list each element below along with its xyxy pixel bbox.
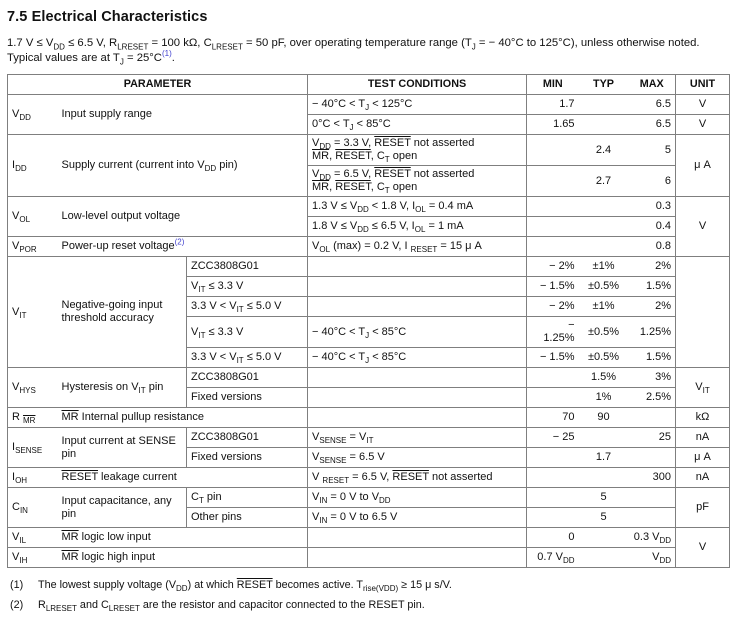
cell-sub: 3.3 $V < V_{IT} \le 5.0$ V	[187, 348, 308, 368]
cell-max	[629, 508, 676, 528]
cell-sub: 3.3 $V < V_{IT} \le 5.0$ V	[187, 297, 308, 317]
cell-cond: $V_{IN} = 0$ V to $V_{DD}$	[308, 488, 527, 508]
cell-typ	[579, 95, 629, 115]
cell-cond: $V_{DD} = 6.5$ V, RESET not asserted $\overline{MR}$, RESET, $C_T$ open	[308, 166, 527, 197]
cell-unit: V	[676, 528, 730, 568]
cell-cond	[308, 528, 527, 548]
cell-max	[629, 448, 676, 468]
cell-cond: $V_{DD} = 3.3$ V, RESET not asserted $\overline{MR}$, RESET, $C_T$ open	[308, 135, 527, 166]
cell-min	[527, 368, 579, 388]
electrical-characteristics-table	[7, 74, 730, 568]
table-row	[8, 95, 730, 115]
cell-unit: pF	[676, 488, 730, 528]
cell-max: 0.4	[629, 217, 676, 237]
cell-min	[527, 166, 579, 197]
cell-cond	[308, 548, 527, 568]
cell-typ	[579, 548, 629, 568]
cell-max: 25	[629, 428, 676, 448]
cell-desc: Low-level output voltage	[58, 197, 308, 237]
cell-min	[527, 488, 579, 508]
table-row	[8, 237, 730, 257]
cell-cond	[308, 388, 527, 408]
cell-max: 1.25%	[629, 317, 676, 348]
cell-min: 0	[527, 528, 579, 548]
cell-typ	[579, 237, 629, 257]
cell-unit: V	[676, 197, 730, 257]
cell-typ	[579, 115, 629, 135]
cell-cond: − $40^\circ C < T_J < 85^\circ C$	[308, 348, 527, 368]
cell-max: 2%	[629, 257, 676, 277]
cell-cond: 1.8 $V \le V_{DD} \le 6.5$ V, $I_{OL} = 1$ mA	[308, 217, 527, 237]
cell-unit: V	[676, 115, 730, 135]
cell-typ: ±1%	[579, 257, 629, 277]
cell-max: 0.3	[629, 197, 676, 217]
cell-unit: $V_{IT}$	[676, 368, 730, 408]
cell-max: 6	[629, 166, 676, 197]
cell-unit: μ A	[676, 135, 730, 197]
cell-min	[527, 448, 579, 468]
cell-max: 2.5%	[629, 388, 676, 408]
cell-min	[527, 135, 579, 166]
table-row	[8, 257, 730, 277]
header-row	[8, 75, 730, 95]
cell-min	[527, 237, 579, 257]
cell-max: 3%	[629, 368, 676, 388]
cell-unit: nA	[676, 468, 730, 488]
cell-cond	[308, 408, 527, 428]
table-row	[8, 135, 730, 166]
cell-typ	[579, 217, 629, 237]
cell-max: 2%	[629, 297, 676, 317]
cell-typ: 1%	[579, 388, 629, 408]
cell-sym: $I_{SENSE}$	[8, 428, 58, 468]
cell-min: − 1.5%	[527, 348, 579, 368]
cell-unit: μ A	[676, 448, 730, 468]
cell-typ: ±0.5%	[579, 348, 629, 368]
cell-min: − 1.25%	[527, 317, 579, 348]
cell-unit: nA	[676, 428, 730, 448]
table-row	[8, 548, 730, 568]
cell-sub: $C_T$ pin	[187, 488, 308, 508]
cell-min: 1.65	[527, 115, 579, 135]
cell-min	[527, 197, 579, 217]
cell-max: 6.5	[629, 115, 676, 135]
cell-sym: $V_{DD}$	[8, 95, 58, 135]
cell-cond: 1.3 $V \le V_{DD} < 1.8$ V, $I_{OL} = 0.4$ mA	[308, 197, 527, 217]
cell-typ	[579, 468, 629, 488]
cell-desc: RESET leakage current	[58, 468, 308, 488]
cell-sym: R $_{\overline{MR}}$	[8, 408, 58, 428]
cell-max: 1.5%	[629, 348, 676, 368]
table-header	[8, 75, 730, 95]
cell-typ: 90	[579, 408, 629, 428]
cell-max	[629, 408, 676, 428]
column-header-typ: TYP	[579, 75, 629, 95]
cell-sub: $V_{IT} \le 3.3$ V	[187, 317, 308, 348]
cell-min: 70	[527, 408, 579, 428]
cell-sym: $V_{IT}$	[8, 257, 58, 368]
column-header-unit: UNIT	[676, 75, 730, 95]
cell-desc: $\overline{MR}$ Internal pullup resistance	[58, 408, 308, 428]
footnote	[7, 579, 729, 592]
cell-sym: $I_{DD}$	[8, 135, 58, 197]
cell-sym: $V_{IH}$	[8, 548, 58, 568]
cell-min: 1.7	[527, 95, 579, 115]
cell-unit: V	[676, 95, 730, 115]
cell-min: 0.7 $V_{DD}$	[527, 548, 579, 568]
cell-sub: ZCC3808G01	[187, 257, 308, 277]
cell-desc: Input capacitance, any pin	[58, 488, 187, 528]
cell-unit: kΩ	[676, 408, 730, 428]
cell-desc: Hysteresis on $V_{IT}$ pin	[58, 368, 187, 408]
footnote	[7, 599, 729, 612]
footnote-text: $R_{LRESET}$ and $C_{LRESET}$ are the resistor and capacitor connected to the RESET pin.	[38, 599, 425, 614]
column-header-cond: TEST CONDITIONS	[308, 75, 527, 95]
cell-typ: 2.4	[579, 135, 629, 166]
cell-typ: 1.5%	[579, 368, 629, 388]
cell-cond: $V_{IN} = 0$ V to 6.5 V	[308, 508, 527, 528]
cell-sub: Fixed versions	[187, 388, 308, 408]
cell-sym: $V_{POR}$	[8, 237, 58, 257]
cell-typ: 5	[579, 508, 629, 528]
cell-desc: $\overline{MR}$ logic high input	[58, 548, 308, 568]
cell-sub: Fixed versions	[187, 448, 308, 468]
column-header-max: MAX	[629, 75, 676, 95]
cell-cond	[308, 297, 527, 317]
cell-max: 1.5%	[629, 277, 676, 297]
cell-cond: $V_{SENSE} = 6.5$ V	[308, 448, 527, 468]
cell-cond: V $_{RESET}$ = 6.5 V, RESET not asserted	[308, 468, 527, 488]
footnote-marker: (2)	[10, 599, 24, 611]
cell-desc: Negative-going input threshold accuracy	[58, 257, 187, 368]
footnote-marker: (1)	[10, 579, 24, 591]
intro-text: 1.7 $V \le V_{DD} \le 6.5$ V, $R_{LRESET} = 100$ kΩ, $C_{LRESET} = 50$ pF, over operating temperature range ($T_J$ = − 40°C to 125°C), unless otherwise noted. Typical values are at $T_J = 25^\circ C^{(1)}$.	[7, 37, 700, 66]
cell-max: 6.5	[629, 95, 676, 115]
column-header-param: PARAMETER	[8, 75, 308, 95]
section-title: 7.5 Electrical Characteristics	[7, 9, 208, 25]
cell-max: 300	[629, 468, 676, 488]
cell-desc: $\overline{MR}$ logic low input	[58, 528, 308, 548]
cell-sub: ZCC3808G01	[187, 368, 308, 388]
table-row	[8, 408, 730, 428]
table-body	[8, 95, 730, 568]
cell-cond: $0^\circ C < T_J < 85^\circ C$	[308, 115, 527, 135]
cell-sub: ZCC3808G01	[187, 428, 308, 448]
cell-typ	[579, 428, 629, 448]
cell-max	[629, 488, 676, 508]
cell-unit	[676, 257, 730, 368]
table-row	[8, 468, 730, 488]
cell-min: − 2%	[527, 257, 579, 277]
footnote-text: The lowest supply voltage $(V_{DD})$ at which RESET becomes active. $T_{rise(VDD)} \ge 15$ μ s/V.	[38, 579, 452, 594]
cell-sym: $V_{OL}$	[8, 197, 58, 237]
cell-sym: $I_{OH}$	[8, 468, 58, 488]
cell-min	[527, 388, 579, 408]
cell-max: $V_{DD}$	[629, 548, 676, 568]
table-row	[8, 488, 730, 508]
column-header-min: MIN	[527, 75, 579, 95]
footnotes	[7, 579, 729, 612]
cell-cond	[308, 368, 527, 388]
cell-max: 0.8	[629, 237, 676, 257]
cell-desc: Supply current (current into $V_{DD}$ pin)	[58, 135, 308, 197]
table-row	[8, 528, 730, 548]
cell-sub: Other pins	[187, 508, 308, 528]
cell-typ: ±0.5%	[579, 277, 629, 297]
table-row	[8, 428, 730, 448]
table-row	[8, 368, 730, 388]
cell-typ: 1.7	[579, 448, 629, 468]
cell-cond: $V_{SENSE} = V_{IT}$	[308, 428, 527, 448]
cell-max: 0.3 $V_{DD}$	[629, 528, 676, 548]
cell-typ: ±0.5%	[579, 317, 629, 348]
cell-cond	[308, 257, 527, 277]
cell-typ: 5	[579, 488, 629, 508]
cell-cond: $V_{OL}$ (max) = 0.2 V, I $_{RESET}$ = 15 μ A	[308, 237, 527, 257]
cell-sym: $C_{IN}$	[8, 488, 58, 528]
cell-max: 5	[629, 135, 676, 166]
cell-desc: Power-up reset voltage$^{(2)}$	[58, 237, 308, 257]
table-row	[8, 197, 730, 217]
cell-min: − 25	[527, 428, 579, 448]
cell-cond	[308, 277, 527, 297]
cell-min	[527, 508, 579, 528]
cell-typ: 2.7	[579, 166, 629, 197]
cell-sub: $V_{IT} \le 3.3$ V	[187, 277, 308, 297]
cell-min	[527, 217, 579, 237]
cell-desc: Input current at SENSE pin	[58, 428, 187, 468]
cell-min: − 2%	[527, 297, 579, 317]
cell-typ	[579, 197, 629, 217]
cell-sym: $V_{IL}$	[8, 528, 58, 548]
cell-typ	[579, 528, 629, 548]
cell-min: − 1.5%	[527, 277, 579, 297]
cell-cond: − $40^\circ C < T_J < 125^\circ C$	[308, 95, 527, 115]
cell-typ: ±1%	[579, 297, 629, 317]
cell-cond: − $40^\circ C < T_J < 85^\circ C$	[308, 317, 527, 348]
cell-sym: $V_{HYS}$	[8, 368, 58, 408]
cell-desc: Input supply range	[58, 95, 308, 135]
cell-min	[527, 468, 579, 488]
